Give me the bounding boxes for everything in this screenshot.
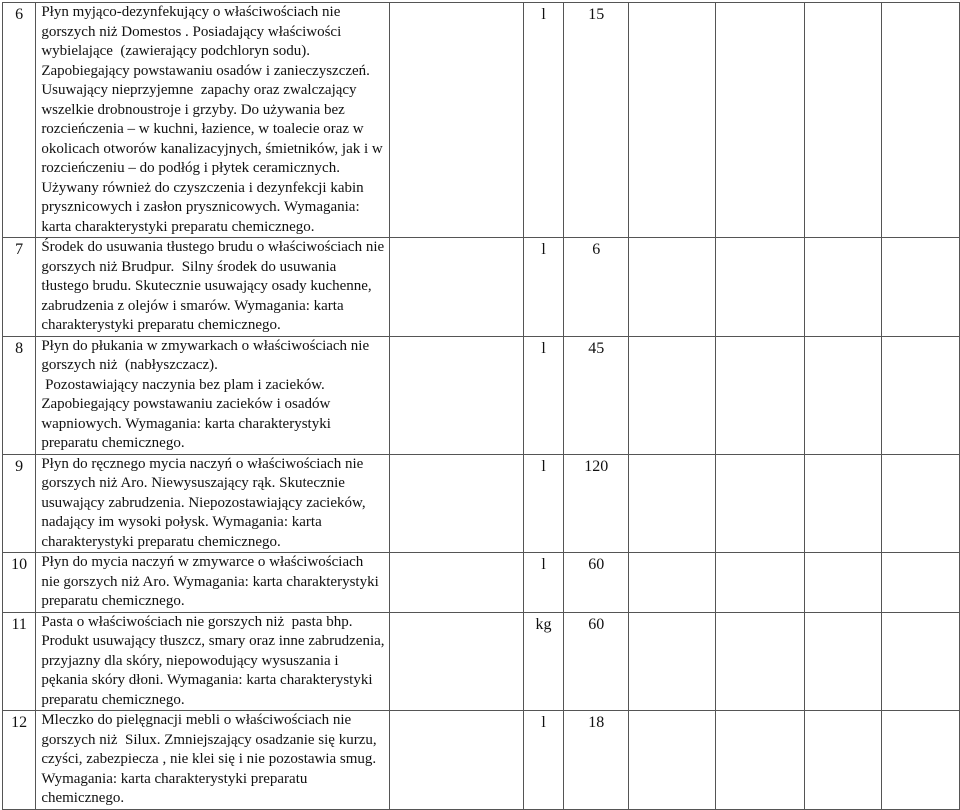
description-line: Płyn do mycia naczyń w zmywarce o właściwościach <box>41 554 364 570</box>
description-line: gorszych niż Domestos . Posiadający właściwości <box>41 23 342 40</box>
table-body <box>3 3 960 810</box>
item-number: 7 <box>3 238 36 337</box>
empty-cell <box>715 553 804 613</box>
item-number: 9 <box>3 454 36 553</box>
description-line: gorszych niż Aro. Niewysuszający rąk. Skutecznie <box>41 475 345 491</box>
empty-cell <box>715 238 804 337</box>
item-description <box>36 454 389 553</box>
empty-cell <box>389 711 524 810</box>
empty-cell <box>715 711 804 810</box>
table-row <box>3 238 960 337</box>
empty-cell <box>389 553 524 613</box>
empty-cell <box>805 553 882 613</box>
empty-cell <box>629 454 715 553</box>
empty-cell <box>882 711 960 810</box>
description-line: Mleczko do pielęgnacji mebli o właściwościach nie <box>41 712 352 728</box>
empty-cell <box>882 454 960 553</box>
description-line: gorszych niż Brudpur. Silny środek do usuwania <box>41 258 337 275</box>
item-unit: l <box>524 454 564 553</box>
description-line: gorszych niż (nabłyszczacz). <box>41 357 218 373</box>
item-number: 10 <box>3 553 36 613</box>
description-line: preparatu chemicznego. <box>41 593 185 609</box>
description-line: charakterystyki preparatu chemicznego. <box>41 533 281 550</box>
description-line: prysznicowych i zasłon prysznicowych. Wymagania: <box>41 199 360 215</box>
description-line: chemicznego. <box>41 790 125 806</box>
item-number: 11 <box>3 612 36 711</box>
empty-cell <box>629 336 715 454</box>
item-quantity: 6 <box>564 238 629 337</box>
description-line: Produkt usuwający tłuszcz, smary oraz inne zabrudzenia, <box>41 633 385 649</box>
description-line: usuwający zabrudzenia. Niepozostawiający zacieków, <box>41 494 366 511</box>
item-description <box>36 336 389 454</box>
item-description <box>36 711 389 810</box>
description-line: zabrudzenia z olejów i smarów. Wymagania: karta <box>41 297 344 314</box>
description-line: Pasta o właściwościach nie gorszych niż pasta bhp. <box>41 613 353 630</box>
description-line: Płyn do płukania w zmywarkach o właściwościach nie <box>41 337 370 354</box>
description-line: Używany również do czyszczenia i dezynfekcji kabin <box>41 179 364 196</box>
empty-cell <box>389 454 524 553</box>
item-quantity: 60 <box>564 612 629 711</box>
description-line: Zapobiegający powstawaniu osadów i zanieczyszczeń. <box>41 62 370 79</box>
table-row <box>3 336 960 454</box>
empty-cell <box>805 612 882 711</box>
description-line: pękania skóry dłoni. Wymagania: karta charakterystyki <box>41 672 373 688</box>
description-line: Zapobiegający powstawaniu zacieków i osadów <box>41 396 331 412</box>
description-line: Usuwający nieprzyjemne zapachy oraz zwalczający <box>41 82 357 98</box>
table-row <box>3 3 960 238</box>
item-number: 12 <box>3 711 36 810</box>
item-unit: l <box>524 336 564 454</box>
description-line: Płyn myjąco-dezynfekujący o właściwościach nie <box>41 4 341 20</box>
description-line: nadający im wysoki połysk. Wymagania: karta <box>41 514 322 530</box>
empty-cell <box>715 454 804 553</box>
table-row <box>3 553 960 613</box>
item-description <box>36 238 389 337</box>
empty-cell <box>805 238 882 337</box>
empty-cell <box>629 711 715 810</box>
empty-cell <box>629 553 715 613</box>
description-line: rozcieńczeniu – do podłóg i płytek ceramicznych. <box>41 160 340 176</box>
description-line: Pozostawiający naczynia bez plam i zacieków. <box>41 376 325 393</box>
product-table <box>2 2 960 810</box>
description-line: Środek do usuwania tłustego brudu o właściwościach nie <box>41 239 385 255</box>
empty-cell <box>389 238 524 337</box>
item-unit: l <box>524 553 564 613</box>
empty-cell <box>389 612 524 711</box>
description-line: charakterystyki preparatu chemicznego. <box>41 317 281 333</box>
description-line: okolicach otworów kanalizacyjnych, śmietników, jak i w <box>41 140 383 157</box>
empty-cell <box>882 553 960 613</box>
empty-cell <box>629 3 715 238</box>
item-number: 8 <box>3 336 36 454</box>
description-line: Wymagania: karta charakterystyki preparatu <box>41 770 308 787</box>
description-line: nie gorszych niż Aro. Wymagania: karta charakterystyki <box>41 573 379 590</box>
item-quantity: 15 <box>564 3 629 238</box>
description-line: czyści, zabezpiecza , nie klei się i nie pozostawia smug. <box>41 751 377 767</box>
item-description <box>36 3 389 238</box>
item-unit: l <box>524 711 564 810</box>
item-quantity: 60 <box>564 553 629 613</box>
description-line: tłustego brudu. Skutecznie usuwający osady kuchenne, <box>41 278 372 294</box>
empty-cell <box>882 612 960 711</box>
description-line: rozcieńczenia – w kuchni, łazience, w toalecie oraz w <box>41 121 364 137</box>
item-unit: kg <box>524 612 564 711</box>
item-quantity: 18 <box>564 711 629 810</box>
description-line: przyjazny dla skóry, niepowodujący wysuszania i <box>41 652 339 669</box>
description-line: karta charakterystyki preparatu chemicznego. <box>41 218 315 235</box>
empty-cell <box>715 336 804 454</box>
empty-cell <box>805 454 882 553</box>
empty-cell <box>882 3 960 238</box>
item-description <box>36 553 389 613</box>
description-line: wapniowych. Wymagania: karta charakterystyki <box>41 415 331 432</box>
empty-cell <box>805 336 882 454</box>
table-row <box>3 454 960 553</box>
table-row <box>3 612 960 711</box>
empty-cell <box>805 3 882 238</box>
item-quantity: 45 <box>564 336 629 454</box>
table-row <box>3 711 960 810</box>
empty-cell <box>715 3 804 238</box>
item-unit: l <box>524 3 564 238</box>
item-number: 6 <box>3 3 36 238</box>
empty-cell <box>882 238 960 337</box>
empty-cell <box>389 3 524 238</box>
item-description <box>36 612 389 711</box>
description-line: preparatu chemicznego. <box>41 691 185 708</box>
empty-cell <box>882 336 960 454</box>
empty-cell <box>805 711 882 810</box>
empty-cell <box>389 336 524 454</box>
description-line: gorszych niż Silux. Zmniejszający osadzanie się kurzu, <box>41 731 377 748</box>
item-unit: l <box>524 238 564 337</box>
item-quantity: 120 <box>564 454 629 553</box>
empty-cell <box>629 612 715 711</box>
description-line: preparatu chemicznego. <box>41 435 185 451</box>
description-line: Płyn do ręcznego mycia naczyń o właściwościach nie <box>41 455 364 472</box>
empty-cell <box>629 238 715 337</box>
empty-cell <box>715 612 804 711</box>
description-line: wybielające (zawierający podchloryn sodu). <box>41 43 310 59</box>
description-line: wszelkie drobnoustroje i grzyby. Do używania bez <box>41 101 345 118</box>
